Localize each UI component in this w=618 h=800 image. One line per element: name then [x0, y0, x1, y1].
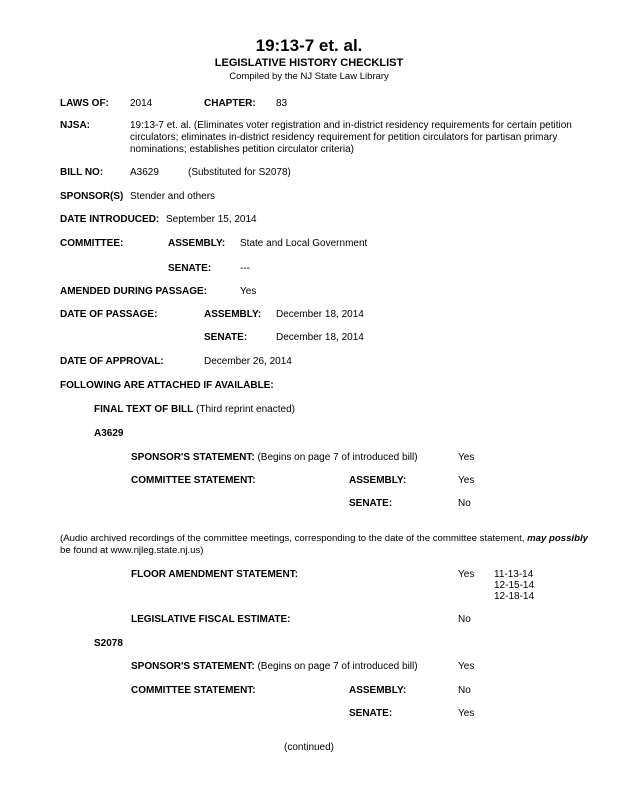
amended-label: AMENDED DURING PASSAGE: — [60, 286, 208, 297]
a3629-fiscal-label: LEGISLATIVE FISCAL ESTIMATE: — [131, 614, 291, 625]
passage-assembly-label: ASSEMBLY: — [204, 309, 262, 320]
audio-note — [60, 533, 588, 545]
s2078-committee-label: COMMITTEE STATEMENT: — [131, 685, 256, 696]
a3629-sponsor-row — [131, 452, 418, 464]
a3629-fiscal-value: No — [458, 614, 471, 625]
bill-no-note: (Substituted for S2078) — [188, 167, 291, 178]
approval-label: DATE OF APPROVAL: — [60, 356, 164, 367]
continued-note: (continued) — [283, 742, 335, 753]
a3629-sponsor-value: Yes — [458, 452, 475, 463]
a3629-committee-label: COMMITTEE STATEMENT: — [131, 475, 256, 486]
njsa-value: 19:13-7 et. al. (Eliminates voter registration and in-district residency requirements for certain petition circulators; eliminates in-district residency requirement for petition circulators for partisan primary nominations; establishes petition circulator criteria) — [130, 120, 572, 155]
a3629-senate-value: No — [458, 498, 471, 509]
committee-senate-value: --- — [240, 263, 250, 274]
s2078-sponsor-label: SPONSOR'S STATEMENT: — [131, 661, 255, 672]
final-text-note: (Third reprint enacted) — [196, 404, 295, 415]
a3629-floor-date: 11-13-14 — [494, 569, 534, 580]
laws-of-value: 2014 — [130, 98, 153, 109]
audio-note-line-2: be found at www.njleg.state.nj.us) — [60, 545, 204, 556]
final-text-row — [94, 404, 295, 416]
chapter-value: 83 — [276, 98, 288, 109]
a3629-assembly-label: ASSEMBLY: — [349, 475, 407, 486]
a3629-floor-date: 12-15-14 — [494, 580, 535, 591]
a3629-senate-label: SENATE: — [349, 498, 393, 509]
committee-assembly-label: ASSEMBLY: — [168, 238, 226, 249]
final-text-label: FINAL TEXT OF BILL — [94, 404, 194, 415]
a3629-floor-value: Yes — [458, 569, 475, 580]
date-introduced-label: DATE INTRODUCED: — [60, 214, 160, 225]
s2078-assembly-value: No — [458, 685, 471, 696]
committee-senate-label: SENATE: — [168, 263, 212, 274]
bill-no-value: A3629 — [130, 167, 159, 178]
passage-label: DATE OF PASSAGE: — [60, 309, 158, 320]
chapter-label: CHAPTER: — [204, 98, 256, 109]
a3629-assembly-value: Yes — [458, 475, 475, 486]
committee-assembly-value: State and Local Government — [240, 238, 368, 249]
sponsors-label: SPONSOR(S) — [60, 191, 124, 202]
s2078-sponsor-note: (Begins on page 7 of introduced bill) — [257, 661, 418, 672]
amended-value: Yes — [240, 286, 257, 297]
date-introduced-value: September 15, 2014 — [166, 214, 257, 225]
a3629-heading: A3629 — [94, 428, 124, 439]
a3629-sponsor-label: SPONSOR'S STATEMENT: — [131, 452, 255, 463]
s2078-heading: S2078 — [94, 638, 123, 649]
a3629-floor-label: FLOOR AMENDMENT STATEMENT: — [131, 569, 299, 580]
passage-assembly-value: December 18, 2014 — [276, 309, 364, 320]
audio-note-emphasis: may possibly — [527, 533, 588, 544]
audio-note-line-1: (Audio archived recordings of the committee meetings, corresponding to the date of the committee statement, — [60, 533, 525, 544]
njsa-label: NJSA: — [60, 120, 91, 131]
passage-senate-value: December 18, 2014 — [276, 332, 364, 343]
laws-of-label: LAWS OF: — [60, 98, 109, 109]
compiled-by: Compiled by the NJ State Law Library — [229, 71, 389, 82]
passage-senate-label: SENATE: — [204, 332, 248, 343]
checklist-title: LEGISLATIVE HISTORY CHECKLIST — [214, 57, 404, 69]
sponsors-value: Stender and others — [130, 191, 216, 202]
s2078-senate-label: SENATE: — [349, 708, 393, 719]
committee-label: COMMITTEE: — [60, 238, 124, 249]
a3629-sponsor-note: (Begins on page 7 of introduced bill) — [257, 452, 418, 463]
bill-no-label: BILL NO: — [60, 167, 104, 178]
s2078-sponsor-value: Yes — [458, 661, 475, 672]
approval-value: December 26, 2014 — [204, 356, 292, 367]
citation-title: 19:13-7 et. al. — [255, 36, 363, 55]
a3629-floor-date: 12-18-14 — [494, 591, 535, 602]
s2078-assembly-label: ASSEMBLY: — [349, 685, 407, 696]
s2078-sponsor-row — [131, 661, 418, 673]
s2078-senate-value: Yes — [458, 708, 475, 719]
attached-heading: FOLLOWING ARE ATTACHED IF AVAILABLE: — [60, 380, 274, 391]
